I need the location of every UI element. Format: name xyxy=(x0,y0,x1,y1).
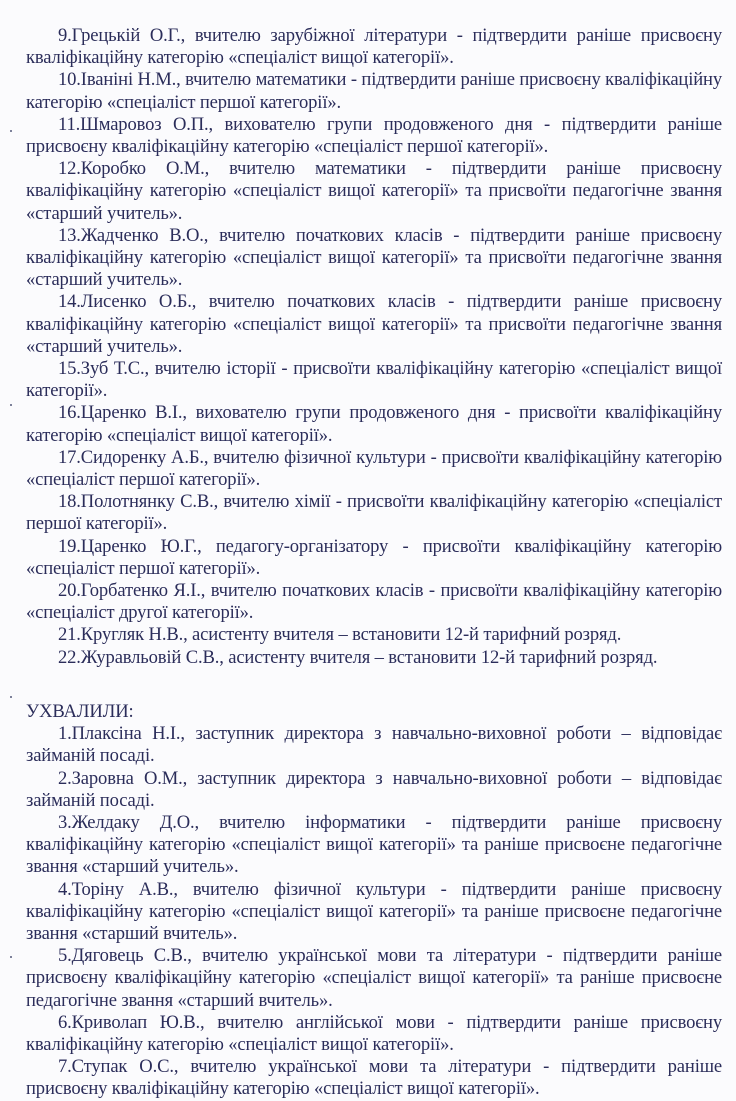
list-item: 5.Дяговець С.В., вчителю української мови та літератури - підтвердити раніше присвоєну кваліфікаційну категорію «спеціаліст вищої категорії» та раніше присвоєне педагогічне звання «старший вчитель». xyxy=(26,945,722,1011)
scan-speck xyxy=(10,404,12,406)
list-item: 2.Заровна О.М., заступник директора з навчально-виховної роботи – відповідає займаній посаді. xyxy=(26,767,722,811)
list-item: 22.Журавльовій С.В., асистенту вчителя – встановити 12-й тарифний розряд. xyxy=(58,646,658,668)
list-item: 13.Жадченко В.О., вчителю початкових класів - підтвердити раніше присвоєну кваліфікаційну категорію «спеціаліст вищої категорії» та присвоїти педагогічне звання «старший учитель». xyxy=(26,224,722,291)
list-item: 20.Горбатенко Я.І., вчителю початкових класів - присвоїти кваліфікаційну категорію «спеціаліст другої категорії». xyxy=(26,580,722,624)
list-item: 17.Сидоренку А.Б., вчителю фізичної культури - присвоїти кваліфікаційну категорію «спеціаліст першої категорії». xyxy=(26,446,722,491)
list-item: 3.Желдаку Д.О., вчителю інформатики - підтвердити раніше присвоєну кваліфікаційну категорію «спеціаліст вищої категорії» та раніше присвоєне педагогічне звання «старший учитель». xyxy=(26,811,722,878)
list-item: 6.Криволап Ю.В., вчителю англійської мови - підтвердити раніше присвоєну кваліфікаційну категорію «спеціаліст вищої категорії». xyxy=(26,1011,722,1055)
list-item: 12.Коробко О.М., вчителю математики - підтвердити раніше присвоєну кваліфікаційну категорію «спеціаліст вищої категорії» та присвоїти педагогічне звання «старший учитель». xyxy=(26,158,722,224)
list-item: 18.Полотнянку С.В., вчителю хімії - присвоїти кваліфікаційну категорію «спеціаліст першої категорії». xyxy=(26,491,722,535)
list-item: 7.Ступак О.С., вчителю української мови та літератури - підтвердити раніше присвоєну кваліфікаційну категорію «спеціаліст вищої категорії». xyxy=(26,1056,722,1100)
list-item: 1.Плаксіна Н.І., заступник директора з навчально-виховної роботи – відповідає займаній посаді. xyxy=(26,723,722,767)
list-item: 19.Царенко Ю.Г., педагогу-організатору - присвоїти кваліфікаційну категорію «спеціаліст першої категорії». xyxy=(26,535,722,579)
list-item: 21.Кругляк Н.В., асистенту вчителя – встановити 12-й тарифний розряд. xyxy=(58,624,622,646)
list-item: 14.Лисенко О.Б., вчителю початкових класів - підтвердити раніше присвоєну кваліфікаційну категорію «спеціаліст вищої категорії» та присвоїти педагогічне звання «старший учитель». xyxy=(26,291,722,357)
scan-speck xyxy=(10,130,12,132)
scan-speck xyxy=(10,696,12,698)
list-item: 4.Торіну А.В., вчителю фізичної культури - підтвердити раніше присвоєну кваліфікаційну категорію «спеціаліст вищої категорії» та раніше присвоєне педагогічне звання «старший вчитель». xyxy=(26,878,722,944)
list-item: 16.Царенко В.І., вихователю групи продовженого дня - присвоїти кваліфікаційну категорію «спеціаліст вищої категорії». xyxy=(26,402,722,446)
list-item: 11.Шмаровоз О.П., вихователю групи продовженого дня - підтвердити раніше присвоєну кваліфікаційну категорію «спеціаліст першої категорії». xyxy=(26,113,722,158)
scan-speck xyxy=(10,956,12,958)
list-two xyxy=(26,723,722,1100)
list-item: 10.Іваніні Н.М., вчителю математики - підтвердити раніше присвоєну кваліфікаційну категорію «спеціаліст першої категорії». xyxy=(26,69,722,113)
list-one xyxy=(26,25,722,669)
section-heading: УХВАЛИЛИ: xyxy=(26,700,134,722)
list-item: 15.Зуб Т.С., вчителю історії - присвоїти кваліфікаційну категорію «спеціаліст вищої категорії». xyxy=(26,358,722,402)
list-item: 9.Грецькій О.Г., вчителю зарубіжної літератури - підтвердити раніше присвоєну кваліфікаційну категорію «спеціаліст вищої категорії». xyxy=(26,25,722,69)
